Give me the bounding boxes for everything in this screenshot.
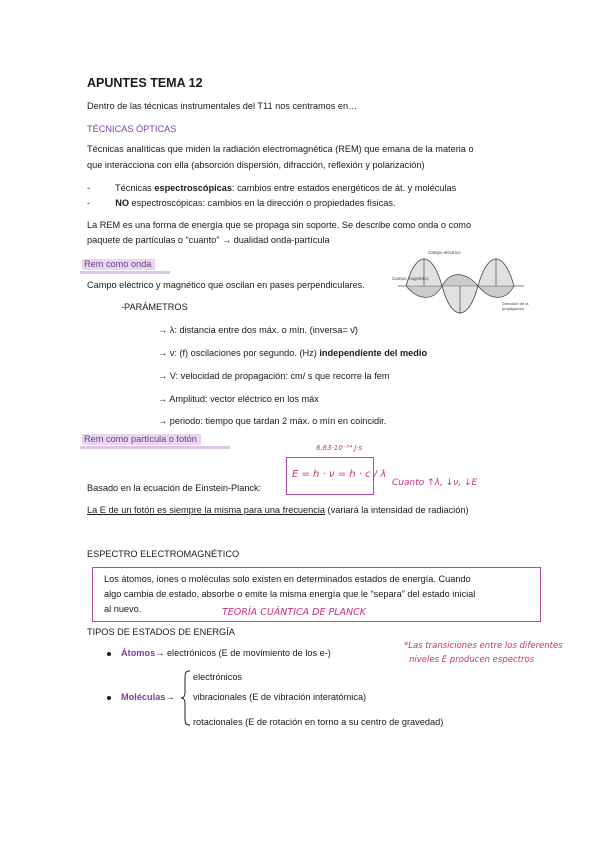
list-item-post: : cambios entre estados energéticos de át. y moléculas bbox=[231, 183, 457, 193]
param-item bbox=[158, 348, 427, 359]
param-item bbox=[158, 371, 390, 382]
figure-label-direction: Dirección de la propagación bbox=[502, 301, 529, 311]
param-item bbox=[158, 325, 358, 336]
foton-rest: (variará la intensidad de radiación) bbox=[325, 505, 469, 515]
foton-statement bbox=[87, 505, 469, 516]
list-dash: - bbox=[87, 183, 91, 193]
param-text: → periodo: tiempo que tardan 2 máx. o mín en coincidir. bbox=[158, 416, 387, 426]
param-bold: independiente del medio bbox=[319, 348, 428, 358]
highlight-underline bbox=[80, 446, 230, 449]
side-note-line: *Las transiciones entre los diferentes bbox=[404, 641, 563, 651]
bullet-icon bbox=[107, 652, 111, 656]
tipos-heading: TIPOS DE ESTADOS DE ENERGÍA bbox=[87, 627, 235, 637]
intro-text: Dentro de las técnicas instrumentales del T11 nos centramos en… bbox=[87, 101, 358, 111]
list-dash: - bbox=[87, 198, 91, 208]
highlight-underline bbox=[80, 271, 170, 274]
list-item-bold: NO bbox=[115, 198, 129, 208]
espectro-heading: ESPECTRO ELECTROMAGNÉTICO bbox=[87, 549, 240, 559]
opticas-line-2: que interacciona con ella (absorción dispersión, difracción, reflexión y polarización) bbox=[87, 160, 425, 170]
param-item bbox=[158, 416, 386, 427]
onda-description: Campo eléctrico y magnético que oscilan en pases perpendiculares. bbox=[87, 280, 365, 290]
heading-rem-particula: Rem como partícula o fotón bbox=[82, 434, 201, 445]
atomos-label: Átomos bbox=[121, 648, 156, 658]
heading-rem-onda: Rem como onda bbox=[82, 259, 155, 270]
box-line: al nuevo. bbox=[104, 604, 142, 614]
section-heading-opticas: TÉCNICAS ÓPTICAS bbox=[87, 124, 177, 134]
param-text: → Amplitud: vector eléctrico en los máx bbox=[158, 394, 319, 404]
opticas-line-1: Técnicas analíticas que miden la radiación electromagnética (REM) que emana de la materia o bbox=[87, 144, 474, 154]
planck-constant-note: 6,63·10⁻³⁴ J·s bbox=[316, 444, 363, 452]
param-item bbox=[158, 394, 319, 405]
figure-label-magnetic: Campo magnético bbox=[392, 276, 429, 281]
list-item-pre: Técnicas bbox=[115, 183, 155, 193]
side-note-line: niveles E producen espectros bbox=[409, 655, 535, 665]
moleculas-label: Moléculas bbox=[121, 692, 166, 702]
planck-annotation: Cuanto ↑λ, ↓ν, ↓E bbox=[392, 478, 478, 488]
bullet-icon bbox=[107, 696, 111, 700]
moleculas-item bbox=[121, 692, 175, 703]
list-item-bold: espectroscópicas bbox=[154, 183, 232, 193]
foton-underlined: La E de un fotón es siempre la misma para una frecuencia bbox=[87, 505, 325, 515]
moleculas-arrow: → bbox=[165, 692, 175, 702]
box-handwritten-title: TEORÍA CUÁNTICA DE PLANCK bbox=[222, 607, 366, 618]
param-text: → V: velocidad de propagación: cm/ s que recorre la fem bbox=[158, 371, 390, 381]
atomos-item bbox=[121, 648, 331, 659]
moleculas-sub-item: vibracionales (E de vibración interatómica) bbox=[193, 692, 367, 702]
moleculas-sub-item: rotacionales (E de rotación en torno a su centro de gravedad) bbox=[193, 717, 444, 727]
param-text: → λ: distancia entre dos máx. o mín. (inversa= ν̄) bbox=[158, 325, 358, 335]
figure-label-electric: Campo eléctrico bbox=[428, 250, 461, 255]
param-text: → ν: (f) oscilaciones por segundo. (Hz) bbox=[158, 348, 320, 358]
planck-equation: E = h · ν = h · c / λ bbox=[292, 469, 387, 480]
box-line: Los átomos, iones o moléculas solo existen en determinados estados de energía. Cuando bbox=[104, 574, 471, 584]
atomos-rest: → electrónicos (E de movimiento de los e-) bbox=[155, 648, 331, 658]
einstein-text: Basado en la ecuación de Einstein-Planck: bbox=[87, 483, 262, 493]
curly-brace-icon bbox=[180, 670, 192, 726]
em-wave-figure bbox=[392, 240, 530, 326]
rem-line-1: La REM es una forma de energía que se propaga sin soporte. Se describe como onda o como bbox=[87, 220, 472, 230]
list-item-post: espectroscópicas: cambios en la dirección o propiedades físicas. bbox=[128, 198, 396, 208]
list-item bbox=[87, 183, 456, 194]
rem-line-2: paquete de partículas o “cuanto” → dualidad onda-partícula bbox=[87, 235, 330, 245]
box-line: algo cambia de estado, absorbe o emite la misma energía que le “separa” del estado inicial bbox=[104, 589, 476, 599]
page-title: APUNTES TEMA 12 bbox=[87, 76, 203, 90]
moleculas-sub-item: electrónicos bbox=[193, 672, 243, 682]
parametros-heading: -PARÁMETROS bbox=[121, 302, 188, 312]
list-item bbox=[87, 198, 396, 209]
